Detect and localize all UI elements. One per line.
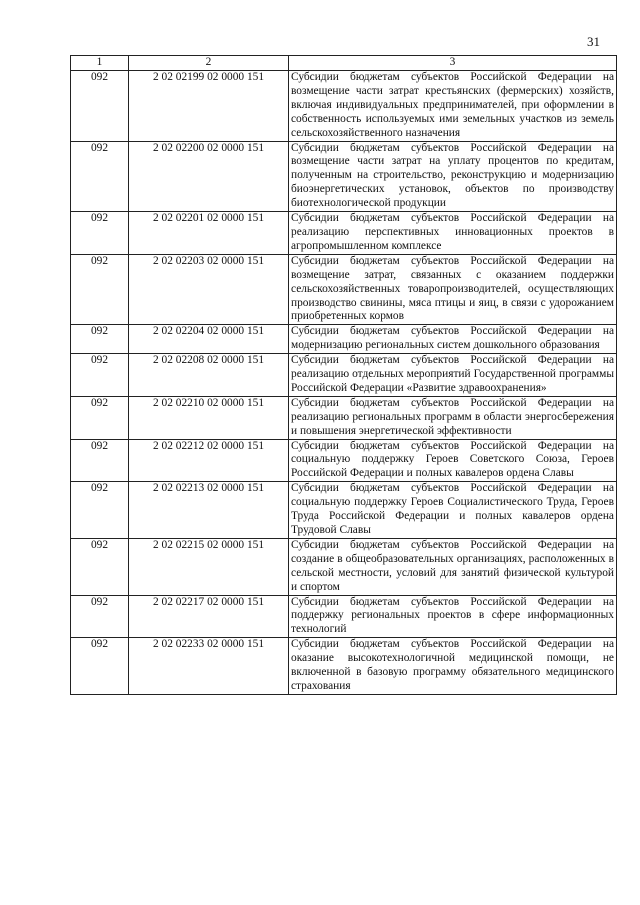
- budget-code-cell: 2 02 02200 02 0000 151: [129, 141, 289, 212]
- table-row: [71, 71, 617, 142]
- budget-code-cell: 2 02 02233 02 0000 151: [129, 638, 289, 695]
- table-row: [71, 325, 617, 354]
- column-header-admin: 1: [71, 56, 129, 71]
- table-row: [71, 254, 617, 325]
- budget-code-cell: 2 02 02208 02 0000 151: [129, 354, 289, 397]
- page-number: 31: [587, 34, 600, 49]
- admin-code-cell: 092: [71, 638, 129, 695]
- budget-code-cell: 2 02 02217 02 0000 151: [129, 595, 289, 638]
- admin-code-cell: 092: [71, 212, 129, 255]
- admin-code-cell: 092: [71, 71, 129, 142]
- table-header-row: [71, 56, 617, 71]
- income-description-cell: Субсидии бюджетам субъектов Российской Федерации на социальную поддержку Героев Социалистического Труда, Героев Труда Российской Федерации и полных кавалеров ордена Трудовой Славы: [289, 482, 617, 539]
- table-row: [71, 396, 617, 439]
- table-row: [71, 354, 617, 397]
- income-description-cell: Субсидии бюджетам субъектов Российской Федерации на модернизацию региональных систем дошкольного образования: [289, 325, 617, 354]
- income-description-cell: Субсидии бюджетам субъектов Российской Федерации на возмещение затрат, связанных с оказанием поддержки сельскохозяйственных товаропроизводителей, осуществляющих производство свинины, мяса птицы и яиц, в связи с удорожанием приобретенных кормов: [289, 254, 617, 325]
- income-description-cell: Субсидии бюджетам субъектов Российской Федерации на реализацию региональных программ в области энергосбережения и повышения энергетической эффективности: [289, 396, 617, 439]
- table-row: [71, 141, 617, 212]
- budget-code-cell: 2 02 02212 02 0000 151: [129, 439, 289, 482]
- admin-code-cell: 092: [71, 354, 129, 397]
- column-header-description: 3: [289, 56, 617, 71]
- income-description-cell: Субсидии бюджетам субъектов Российской Федерации на создание в общеобразовательных организациях, расположенных в сельской местности, условий для занятий физической культурой и спортом: [289, 538, 617, 595]
- admin-code-cell: 092: [71, 141, 129, 212]
- budget-code-cell: 2 02 02201 02 0000 151: [129, 212, 289, 255]
- budget-code-cell: 2 02 02210 02 0000 151: [129, 396, 289, 439]
- column-header-code: 2: [129, 56, 289, 71]
- table-row: [71, 439, 617, 482]
- income-description-cell: Субсидии бюджетам субъектов Российской Федерации на реализацию отдельных мероприятий Государственной программы Российской Федерации «Развитие здравоохранения»: [289, 354, 617, 397]
- income-description-cell: Субсидии бюджетам субъектов Российской Федерации на социальную поддержку Героев Советского Союза, Героев Российской Федерации и полных кавалеров ордена Славы: [289, 439, 617, 482]
- income-description-cell: Субсидии бюджетам субъектов Российской Федерации на возмещение части затрат крестьянских (фермерских) хозяйств, включая индивидуальных предпринимателей, при оформлении в собственность используемых ими земельных участков из земель сельскохозяйственного назначения: [289, 71, 617, 142]
- table-row: [71, 482, 617, 539]
- admin-code-cell: 092: [71, 482, 129, 539]
- income-description-cell: Субсидии бюджетам субъектов Российской Федерации на оказание высокотехнологичной медицинской помощи, не включенной в базовую программу обязательного медицинского страхования: [289, 638, 617, 695]
- budget-code-cell: 2 02 02204 02 0000 151: [129, 325, 289, 354]
- budget-code-cell: 2 02 02203 02 0000 151: [129, 254, 289, 325]
- budget-code-cell: 2 02 02215 02 0000 151: [129, 538, 289, 595]
- budget-code-cell: 2 02 02213 02 0000 151: [129, 482, 289, 539]
- admin-code-cell: 092: [71, 254, 129, 325]
- table-row: [71, 595, 617, 638]
- budget-classification-table: [70, 55, 617, 695]
- table-row: [71, 638, 617, 695]
- admin-code-cell: 092: [71, 439, 129, 482]
- admin-code-cell: 092: [71, 396, 129, 439]
- table-row: [71, 538, 617, 595]
- admin-code-cell: 092: [71, 595, 129, 638]
- income-description-cell: Субсидии бюджетам субъектов Российской Федерации на поддержку региональных проектов в сфере информационных технологий: [289, 595, 617, 638]
- admin-code-cell: 092: [71, 538, 129, 595]
- income-description-cell: Субсидии бюджетам субъектов Российской Федерации на реализацию перспективных инновационных проектов в агропромышленном комплексе: [289, 212, 617, 255]
- budget-code-cell: 2 02 02199 02 0000 151: [129, 71, 289, 142]
- income-description-cell: Субсидии бюджетам субъектов Российской Федерации на возмещение части затрат на уплату процентов по кредитам, полученным на строительство, реконструкцию и модернизацию биоэнергетических установок, объектов по производству биотехнологической продукции: [289, 141, 617, 212]
- admin-code-cell: 092: [71, 325, 129, 354]
- table-row: [71, 212, 617, 255]
